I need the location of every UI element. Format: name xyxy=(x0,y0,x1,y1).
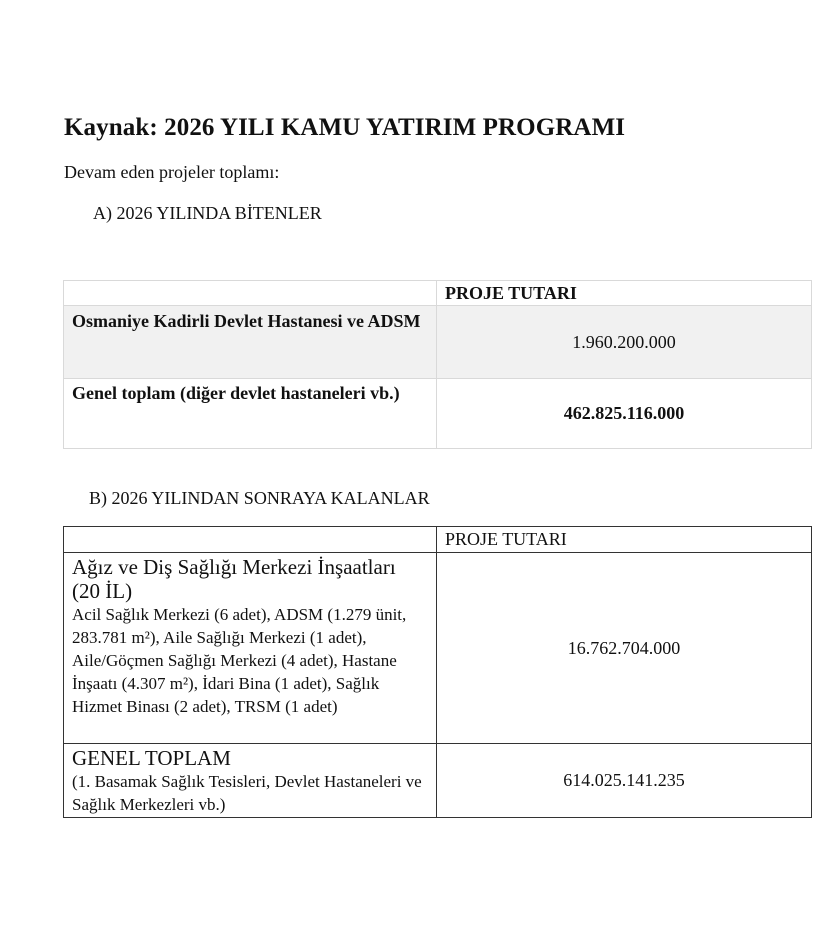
total-amount: 462.825.116.000 xyxy=(437,379,812,449)
header-empty-cell xyxy=(64,527,437,553)
table-row xyxy=(64,744,812,818)
table-remaining-after-2026 xyxy=(63,526,812,818)
document-heading: Kaynak: 2026 YILI KAMU YATIRIM PROGRAMI xyxy=(64,114,626,141)
table-row xyxy=(64,553,812,744)
table-header-row xyxy=(64,281,812,306)
project-cell xyxy=(64,553,437,744)
project-detail: Acil Sağlık Merkezi (6 adet), ADSM (1.279 ünit, 283.781 m²), Aile Sağlığı Merkezi (1 adet), Aile/Göçmen Sağlığı Merkezi (4 adet), Hastane İnşaatı (4.307 m²), İdari Bina (1 adet), Sağlık Hizmet Binası (2 adet), TRSM (1 adet) xyxy=(72,605,407,716)
intro-text: Devam eden projeler toplamı: xyxy=(64,162,280,182)
total-title: GENEL TOPLAM xyxy=(72,746,231,770)
section-a-title: A) 2026 YILINDA BİTENLER xyxy=(93,203,322,223)
project-name: Osmaniye Kadirli Devlet Hastanesi ve ADSM xyxy=(64,306,437,379)
table-row xyxy=(64,306,812,379)
table-header-row xyxy=(64,527,812,553)
total-label: Genel toplam (diğer devlet hastaneleri vb.) xyxy=(64,379,437,449)
table-finished-2026 xyxy=(63,280,812,449)
project-amount: 1.960.200.000 xyxy=(437,306,812,379)
section-b-title: B) 2026 YILINDAN SONRAYA KALANLAR xyxy=(89,488,430,508)
total-amount: 614.025.141.235 xyxy=(437,744,812,818)
project-amount: 16.762.704.000 xyxy=(437,553,812,744)
header-empty-cell xyxy=(64,281,437,306)
total-cell xyxy=(64,744,437,818)
project-title: Ağız ve Diş Sağlığı Merkezi İnşaatları (20 İL) xyxy=(72,555,396,603)
column-header-project-amount: PROJE TUTARI xyxy=(437,527,812,553)
table-row xyxy=(64,379,812,449)
column-header-project-amount: PROJE TUTARI xyxy=(437,281,812,306)
total-detail: (1. Basamak Sağlık Tesisleri, Devlet Hastaneleri ve Sağlık Merkezleri vb.) xyxy=(72,772,422,814)
